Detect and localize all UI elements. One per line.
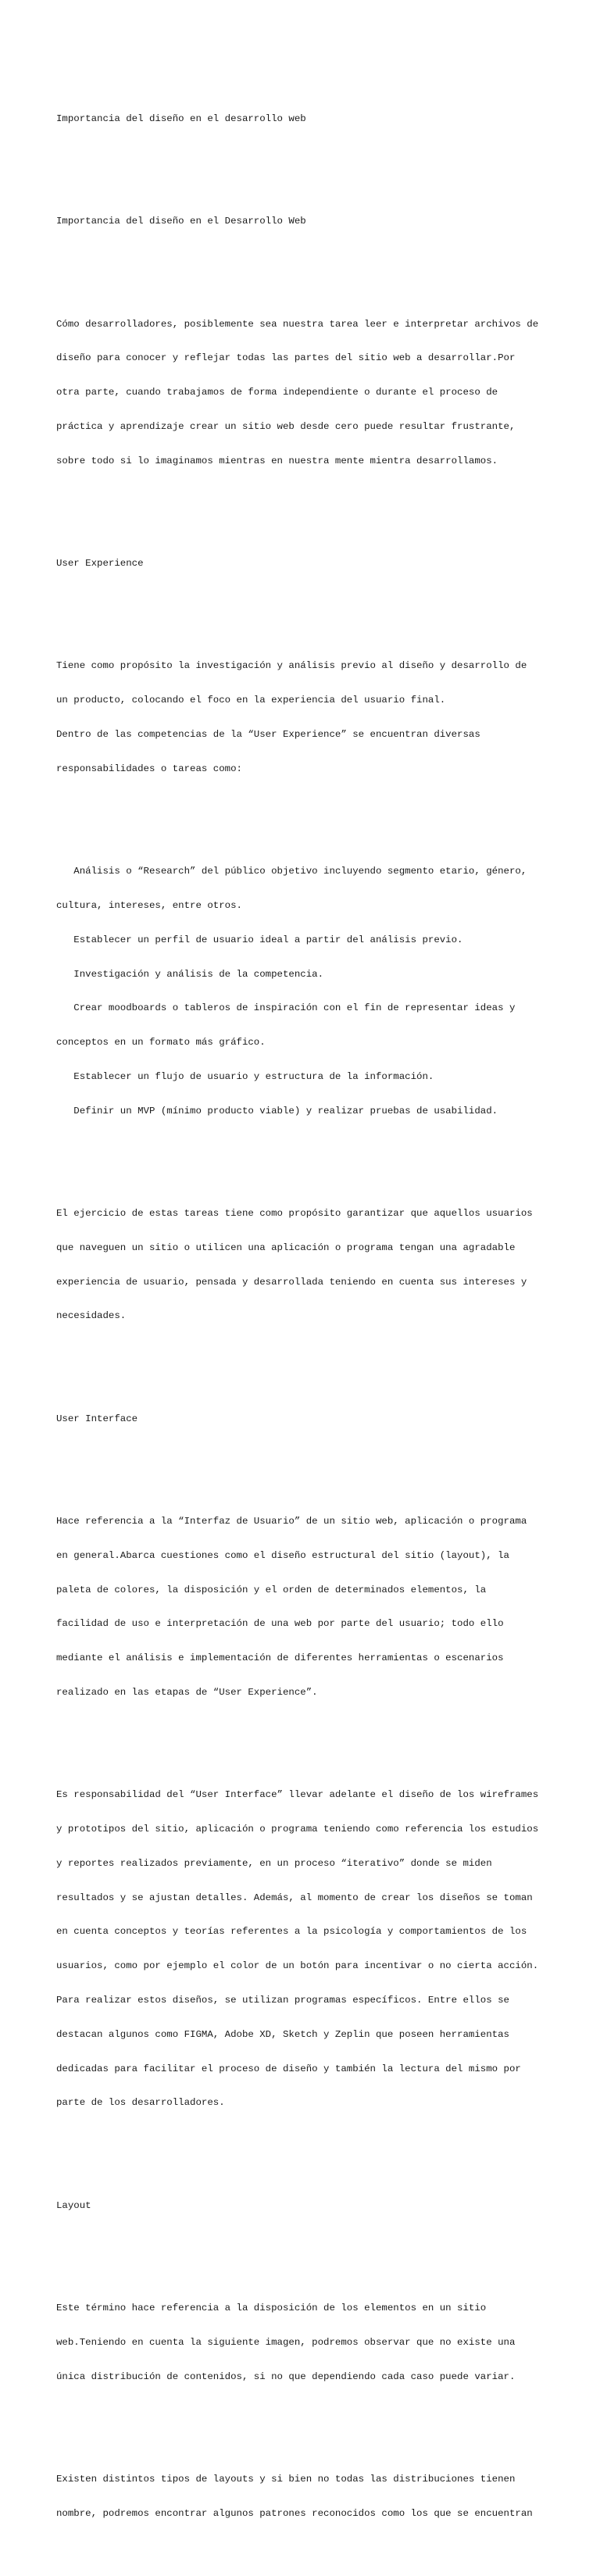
ux-task-list: [56, 843, 556, 1139]
list-item: Establecer un flujo de usuario y estructura de la información.: [56, 1070, 434, 1082]
list-item: Establecer un perfil de usuario ideal a partir del análisis previo.: [56, 934, 463, 945]
list-item: conceptos en un formato más gráfico.: [56, 1037, 266, 1049]
list-item: cultura, intereses, entre otros.: [56, 899, 242, 911]
list-item: Investigación y análisis de la competencia.: [56, 968, 324, 980]
document-page: [56, 56, 556, 2576]
ui-paragraph-2: Es responsabilidad del “User Interface” llevar adelante el diseño de los wireframes y prototipos del sitio, aplicación o programa teniendo como referencia los estudios y reportes realizados previamente, en un proceso “iterativo” donde se miden resultados y se ajustan detalles. Además, al momento de crear los diseños se toman en cuenta conceptos y teorías referentes a la psicología y comportamientos de los usuarios, como por ejemplo el color de un botón para incentivar o no cierta acción. Para realizar estos diseños, se utilizan programas específicos. Entre ellos se destacan algunos como FIGMA, Adobe XD, Sketch y Zeplin que poseen herramientas dedicadas para facilitar el proceso de diseño y también la lectura del mismo por parte de los desarrolladores.: [56, 1789, 539, 2109]
ui-paragraph-1: Hace referencia a la “Interfaz de Usuario” de un sitio web, aplicación o programa en general.Abarca cuestiones como el diseño estructural del sitio (layout), la paleta de colores, la disposición y el orden de determinados elementos, la facilidad de uso e interpretación de una web por parte del usuario; todo ello mediante el análisis e implementación de diferentes herramientas o escenarios realizado en las etapas de “User Experience”.: [56, 1516, 527, 1698]
layout-section-heading: Layout: [56, 2199, 91, 2211]
layout-paragraph-1: Este término hace referencia a la disposición de los elementos en un sitio web.Teniendo en cuenta la siguiente imagen, podremos observar que no existe una única distribución de contenidos, si no que dependiendo cada caso puede variar.: [56, 2302, 516, 2382]
list-item: Definir un MVP (mínimo producto viable) y realizar pruebas de usabilidad.: [56, 1105, 498, 1117]
document-title: Importancia del diseño en el desarrollo web: [56, 113, 306, 124]
ux-paragraph: Tiene como propósito la investigación y análisis previo al diseño y desarrollo de un producto, colocando el foco en la experiencia del usuario final. Dentro de las competencias de la “User Experience” se encuentran diversas responsabilidades o tareas como:: [56, 660, 527, 774]
list-item: Análisis o “Research” del público objetivo incluyendo segmento etario, género,: [56, 866, 527, 877]
document-heading: Importancia del diseño en el Desarrollo Web: [56, 216, 306, 227]
ui-section-heading: User Interface: [56, 1413, 138, 1424]
layout-paragraph-2: Existen distintos tipos de layouts y si bien no todas las distribuciones tienen nombre, podremos encontrar algunos patrones reconocidos como los que se encuentran: [56, 2473, 533, 2519]
list-item: Crear moodboards o tableros de inspiración con el fin de representar ideas y: [56, 1002, 516, 1014]
intro-paragraph: Cómo desarrolladores, posiblemente sea nuestra tarea leer e interpretar archivos de diseño para conocer y reflejar todas las partes del sitio web a desarrollar.Por otra parte, cuando trabajamos de forma independiente o durante el proceso de práctica y aprendizaje crear un sitio web desde cero puede resultar frustrante, sobre todo si lo imaginamos mientras en nuestra mente mientra desarrollamos.: [56, 318, 539, 466]
ux-conclusion-paragraph: El ejercicio de estas tareas tiene como propósito garantizar que aquellos usuarios que naveguen un sitio o utilicen una aplicación o programa tengan una agradable experiencia de usuario, pensada y desarrollada teniendo en cuenta sus intereses y necesidades.: [56, 1207, 533, 1322]
ux-section-heading: User Experience: [56, 558, 144, 570]
